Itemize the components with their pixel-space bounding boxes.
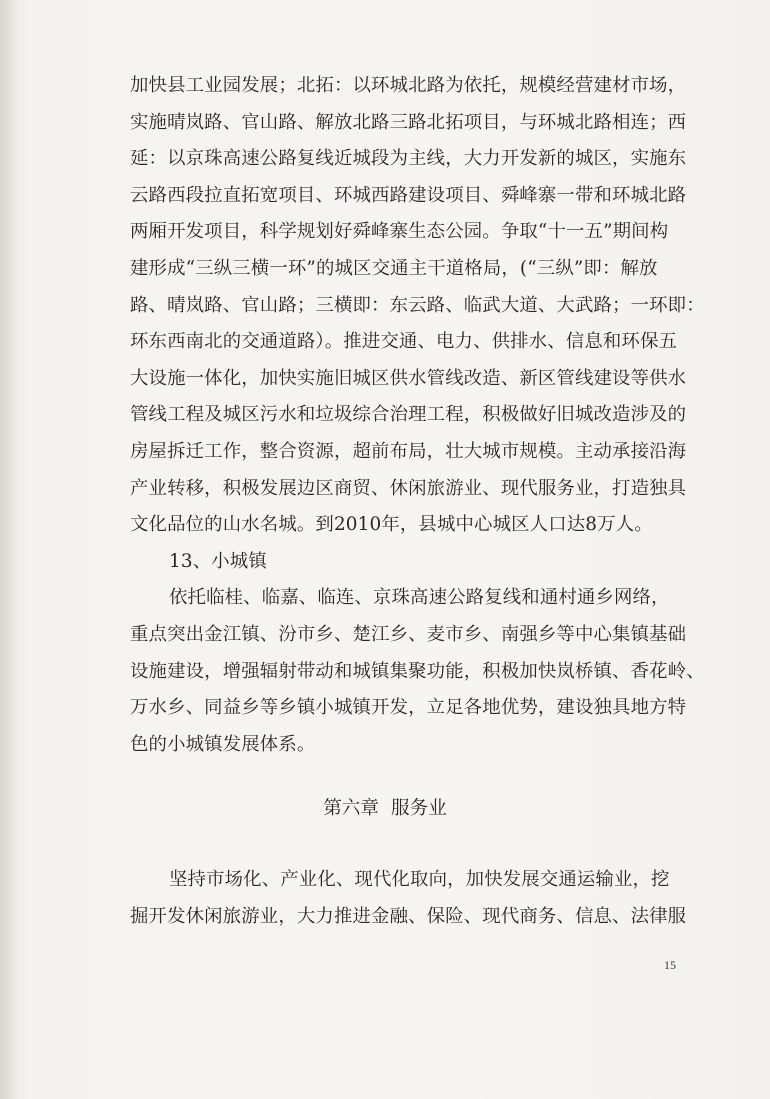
text-line: 设施建设，增强辐射带动和城镇集聚功能，积极加快岚桥镇、香花岭、	[130, 660, 705, 682]
text-line: 产业转移，积极发展边区商贸、休闲旅游业、现代服务业，打造独具	[130, 477, 687, 499]
chapter-number: 第六章	[323, 798, 379, 819]
text-line: 实施晴岚路、官山路、解放北路三路北拓项目，与环城北路相连；西	[130, 111, 687, 133]
chapter-heading	[0, 794, 770, 824]
text-line: 环东西南北的交通道路）。推进交通、电力、供排水、信息和环保五	[130, 331, 678, 353]
text-line: 大设施一体化，加快实施旧城区供水管线改造、新区管线建设等供水	[130, 367, 687, 389]
text-line: 建形成“三纵三横一环”的城区交通主干道格局，(“三纵”即：解放	[130, 257, 658, 279]
text-line: 房屋拆迁工作，整合资源，超前布局，壮大城市规模。主动承接沿海	[130, 440, 687, 462]
scan-shadow-edge	[0, 0, 18, 1099]
text-line: 延：以京珠高速公路复线近城段为主线，大力开发新的城区，实施东	[130, 148, 687, 170]
text-line: 依托临桂、临嘉、临连、京珠高速公路复线和通村通乡网络，	[169, 587, 670, 609]
body-text-block	[130, 68, 705, 763]
text-line: 路、晴岚路、官山路；三横即：东云路、临武大道、大武路；一环即：	[130, 294, 705, 316]
section-heading: 13、小城镇	[169, 550, 267, 572]
text-line: 万水乡、同益乡等乡镇小城镇开发，立足各地优势，建设独具地方特	[130, 697, 687, 719]
text-line: 色的小城镇发展体系。	[130, 733, 316, 755]
text-line: 文化品位的山水名城。到2010年，县城中心城区人口达8万人。	[130, 514, 653, 536]
text-line: 加快县工业园发展；北拓：以环城北路为依托，规模经营建材市场，	[130, 75, 687, 96]
chapter-title: 服务业	[391, 798, 447, 819]
text-line: 云路西段拉直拓宽项目、环城西路建设项目、舜峰寨一带和环城北路	[130, 184, 687, 206]
text-line: 掘开发休闲旅游业，大力推进金融、保险、现代商务、信息、法律服	[130, 905, 687, 927]
chapter-text-block	[130, 862, 687, 935]
text-line: 两厢开发项目，科学规划好舜峰寨生态公园。争取“十一五”期间构	[130, 221, 669, 243]
text-line: 坚持市场化、产业化、现代化取向，加快发展交通运输业，挖	[169, 869, 670, 890]
text-line: 管线工程及城区污水和垃圾综合治理工程，积极做好旧城改造涉及的	[130, 404, 687, 426]
page-number: 15	[664, 958, 676, 972]
text-line: 重点突出金江镇、汾市乡、楚江乡、麦市乡、南强乡等中心集镇基础	[130, 623, 687, 645]
